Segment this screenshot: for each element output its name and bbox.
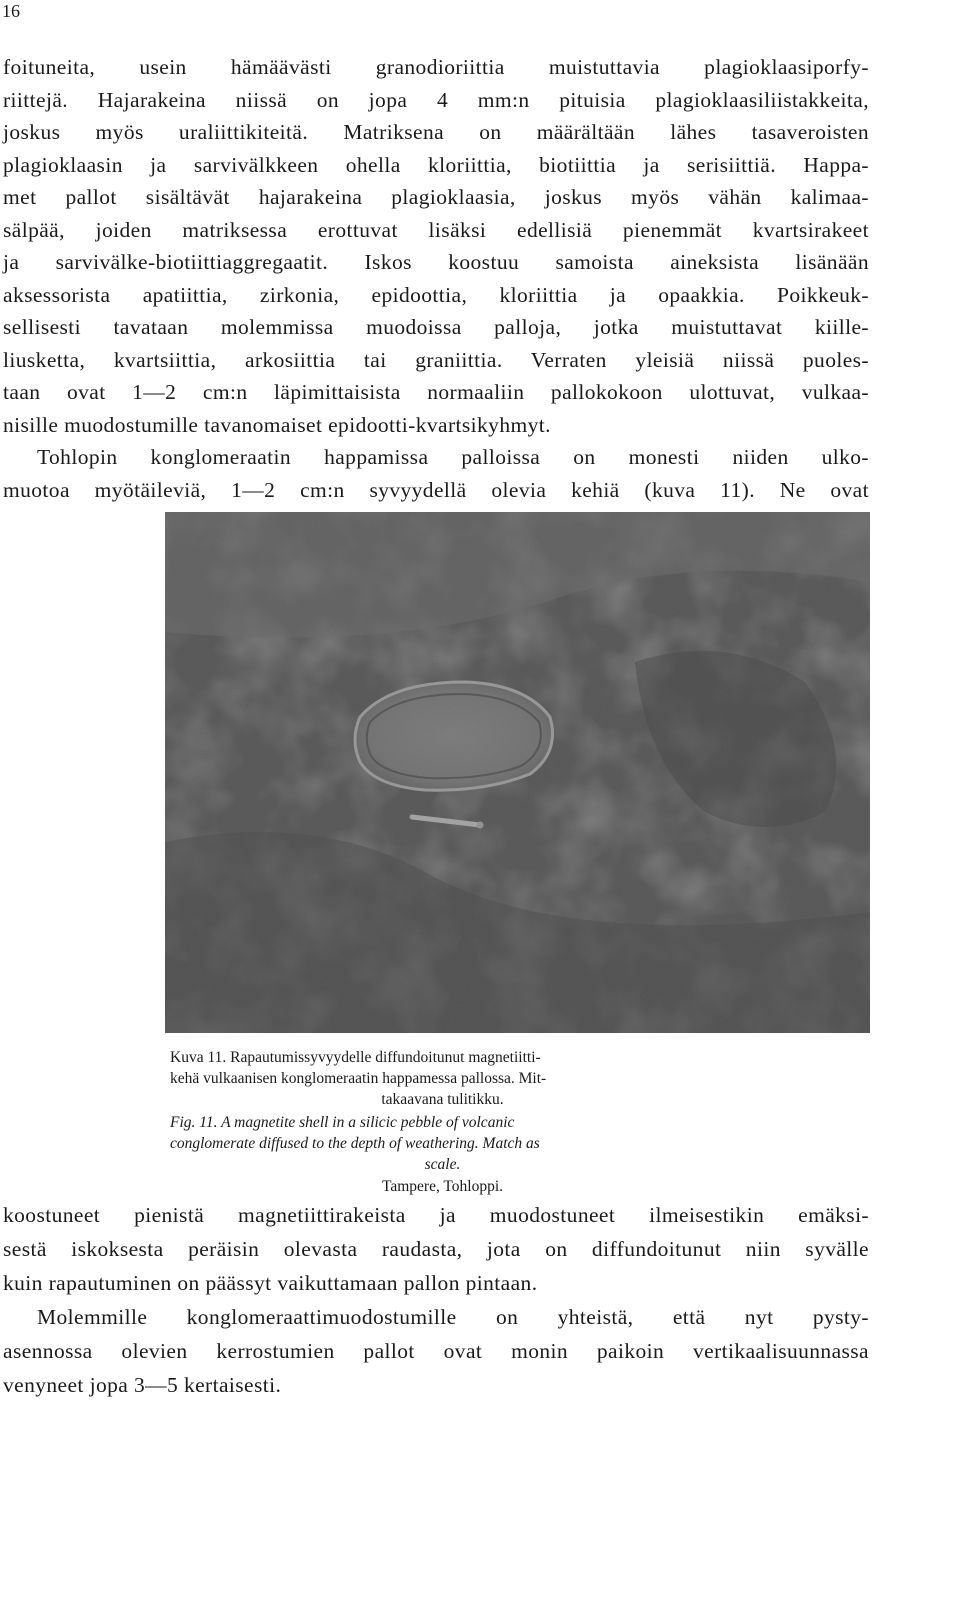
body-text-bottom — [3, 1198, 869, 1402]
caption-line: scale. — [424, 1156, 461, 1173]
text-line: ja sarvivälke-biotiittiaggregaatit. Iskos koostuu samoista aineksista lisänään — [3, 250, 869, 274]
text-line: sestä iskoksesta peräisin olevasta raudasta, jota on diffundoitunut niin syvälle — [3, 1237, 869, 1261]
text-line: liusketta, kvartsiittia, arkosiittia tai graniittia. Verraten yleisiä niissä puoles- — [3, 347, 869, 372]
text-line: plagioklaasin ja sarvivälkkeen ohella kloriittia, biotiittia ja serisiittiä. Happa- — [3, 152, 869, 177]
caption-line: conglomerate diffused to the depth of weathering. Match as — [170, 1135, 540, 1152]
text-line: riittejä. Hajarakeina niissä on jopa 4 mm:n pituisia plagioklaasiliistakkeita, — [3, 87, 869, 112]
caption-line: Kuva 11. Rapautumissyvyydelle diffundoitunut magnetiitti- — [170, 1049, 541, 1066]
text-line: Tohlopin konglomeraatin happamissa palloissa on monesti niiden ulko- — [37, 445, 869, 469]
figure-caption-english — [170, 1112, 715, 1175]
figure-location: Tampere, Tohloppi. — [381, 1178, 504, 1195]
text-line: aksessorista apatiittia, zirkonia, epidoottia, kloriittia ja opaakkia. Poikkeuk- — [3, 282, 869, 307]
text-line: asennossa olevien kerrostumien pallot ovat monin paikoin vertikaalisuunnassa — [3, 1339, 869, 1363]
figure-photo — [165, 512, 870, 1033]
page-number: 16 — [2, 1, 20, 21]
text-line: sälpää, joiden matriksessa erottuvat lisäksi edellisiä pienemmät kvartsirakeet — [3, 217, 869, 242]
text-line: Molemmille konglomeraattimuodostumille on yhteistä, että nyt pysty- — [37, 1305, 869, 1329]
caption-line: Fig. 11. A magnetite shell in a silicic pebble of volcanic — [170, 1114, 515, 1131]
rock-pebble-photo — [165, 512, 870, 1033]
text-line: koostuneet pienistä magnetiittirakeista ja muodostuneet ilmeisestikin emäksi- — [3, 1203, 869, 1227]
text-line: muotoa myötäileviä, 1—2 cm:n syvyydellä olevia kehiä (kuva 11). Ne ovat — [3, 477, 869, 502]
text-line: venyneet jopa 3—5 kertaisesti. — [3, 1373, 282, 1397]
text-line: foituneita, usein hämäävästi granodioriittia muistuttavia plagioklaasiporfy- — [3, 55, 869, 79]
text-line: sellisesti tavataan molemmissa muodoissa palloja, jotka muistuttavat kiille- — [3, 315, 869, 339]
caption-line: takaavana tulitikku. — [381, 1091, 504, 1108]
figure-caption-finnish — [170, 1047, 715, 1110]
text-line: kuin rapautuminen on päässyt vaikuttamaan pallon pintaan. — [3, 1271, 538, 1295]
text-line: joskus myös uraliittikiteitä. Matriksena on määrältään lähes tasaveroisten — [3, 120, 869, 144]
body-text-top — [3, 51, 869, 506]
text-line: taan ovat 1—2 cm:n läpimittaisista normaaliin pallokokoon ulottuvat, vulkaa- — [3, 380, 869, 404]
text-line: met pallot sisältävät hajarakeina plagioklaasia, joskus myös vähän kalimaa- — [3, 185, 869, 209]
text-line: nisille muodostumille tavanomaiset epidootti-kvartsikyhmyt. — [3, 412, 551, 437]
caption-line: kehä vulkaanisen konglomeraatin happamessa pallossa. Mit- — [170, 1070, 547, 1087]
